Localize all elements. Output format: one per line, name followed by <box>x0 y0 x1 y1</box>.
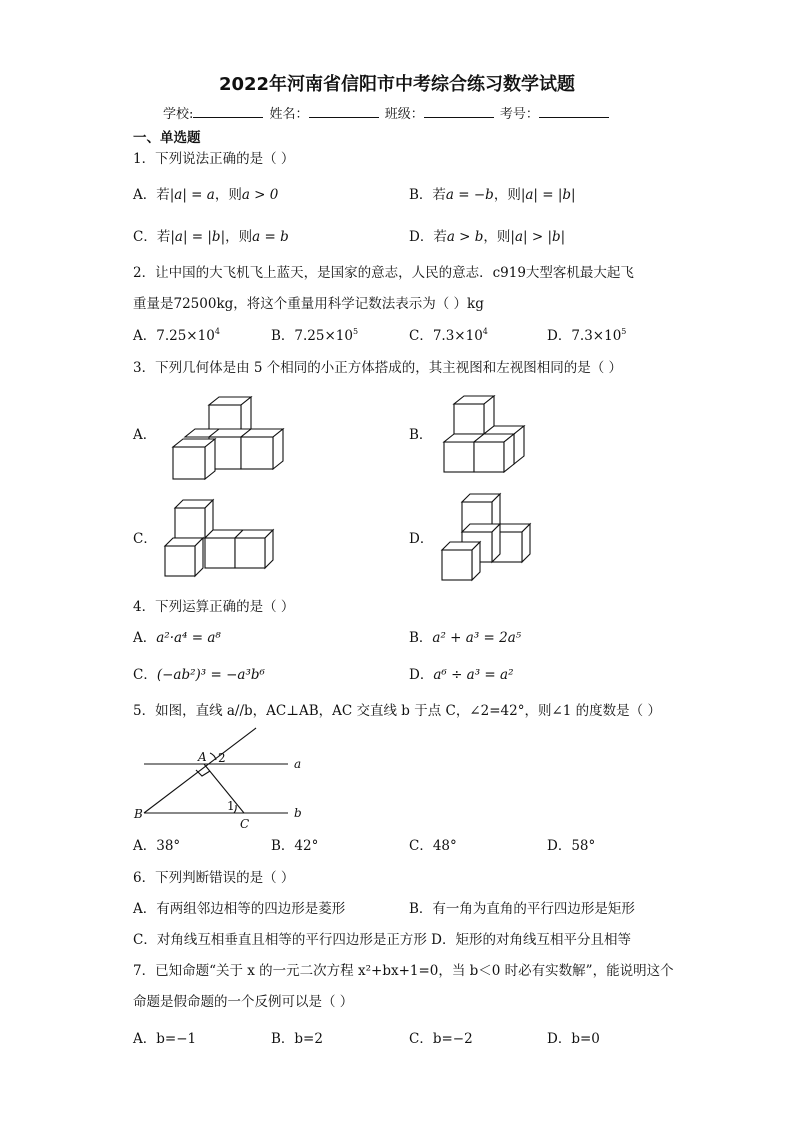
q4-option-c: C．(−ab²)³ = −a³b⁶ <box>133 667 265 683</box>
q2-stem-line1: 2．让中国的大飞机飞上蓝天，是国家的意志，人民的意志．c919大型客机最大起飞 <box>133 265 634 281</box>
q4-stem: 4．下列运算正确的是（ ） <box>133 599 295 615</box>
label-A: A <box>198 750 207 764</box>
q1-option-b: B．若a = −b，则|a| = |b| <box>409 187 576 203</box>
class-blank[interactable] <box>424 104 494 118</box>
q5-option-d: D．58° <box>547 838 596 854</box>
q3-figure-b <box>440 394 530 479</box>
q3-option-b: B． <box>409 427 433 443</box>
exam-no-label: 考号： <box>499 107 539 122</box>
q1-stem: 1．下列说法正确的是（ ） <box>133 151 295 167</box>
name-blank[interactable] <box>309 104 379 118</box>
q4-option-a: A．a²·a⁴ = a⁸ <box>133 630 221 646</box>
q5-figure <box>130 720 320 832</box>
q5-option-b: B．42° <box>271 838 319 854</box>
q1-option-d: D．若a > b，则|a| > |b| <box>409 229 566 245</box>
label-1: 1 <box>227 799 235 813</box>
exam-no-blank[interactable] <box>539 104 609 118</box>
q3-figure-d <box>440 492 535 584</box>
q3-stem: 3．下列几何体是由 5 个相同的小正方体搭成的，其主视图和左视图相同的是（ ） <box>133 360 623 376</box>
q7-option-c: C．b=−2 <box>409 1031 473 1047</box>
student-info-line <box>163 103 611 122</box>
label-C: C <box>240 817 250 831</box>
q1-option-c: C．若|a| = |b|，则a = b <box>133 229 289 245</box>
q7-option-b: B．b=2 <box>271 1031 323 1047</box>
q2-option-b: B．$7.25\times 10^5$ <box>271 327 359 344</box>
q7-option-d: D．b=0 <box>547 1031 600 1047</box>
q2-option-d: D．$7.3\times 10^5$ <box>547 327 627 344</box>
school-blank[interactable] <box>193 104 263 118</box>
q2-option-c: C．$7.3\times 10^4$ <box>409 327 488 344</box>
page-title: 2022年河南省信阳市中考综合练习数学试题 <box>218 74 576 95</box>
section-heading: 一、单选题 <box>133 130 201 146</box>
right-angle-mark <box>196 770 210 776</box>
label-a: a <box>294 757 302 771</box>
q6-option-b: B．有一角为直角的平行四边形是矩形 <box>409 901 635 917</box>
q5-stem: 5．如图，直线 a//b，AC⊥AB，AC 交直线 b 于点 C，∠2=42°，则∠1 的度数是（ ） <box>133 703 661 719</box>
q3-figure-a <box>165 395 280 480</box>
q6-stem: 6．下列判断错误的是（ ） <box>133 870 295 886</box>
name-label: 姓名： <box>269 107 309 122</box>
q5-option-a: A．38° <box>133 838 181 854</box>
q7-stem-line1: 7．已知命题“关于 x 的一元二次方程 x²+bx+1=0，当 b＜0 时必有实数解”，能说明这个 <box>133 963 674 979</box>
q3-option-c: C． <box>133 531 157 547</box>
line-ab <box>144 728 256 813</box>
q6-option-cd: C．对角线互相垂直且相等的平行四边形是正方形 D．矩形的对角线互相平分且相等 <box>133 932 631 948</box>
label-2: 2 <box>218 751 226 765</box>
q2-stem-line2: 重量是72500kg，将这个重量用科学记数法表示为（ ）kg <box>133 296 484 312</box>
q4-option-d: D．a⁶ ÷ a³ = a² <box>409 667 514 683</box>
q2-option-a: A．$7.25\times 10^4$ <box>133 327 220 344</box>
q6-option-a: A．有两组邻边相等的四边形是菱形 <box>133 901 346 917</box>
q3-option-d: D． <box>409 531 434 547</box>
label-b: b <box>294 806 302 820</box>
q5-option-c: C．48° <box>409 838 457 854</box>
label-B: B <box>134 807 143 821</box>
q4-option-b: B．a² + a³ = 2a⁵ <box>409 630 522 646</box>
q3-option-a: A． <box>133 427 157 443</box>
q7-option-a: A．b=−1 <box>133 1031 197 1047</box>
q7-stem-line2: 命题是假命题的一个反例可以是（ ） <box>133 994 354 1010</box>
q1-option-a: A．若|a| = a，则a > 0 <box>133 187 279 203</box>
class-label: 班级： <box>384 107 424 122</box>
school-label: 学校: <box>163 107 194 122</box>
q3-figure-c <box>163 496 278 581</box>
